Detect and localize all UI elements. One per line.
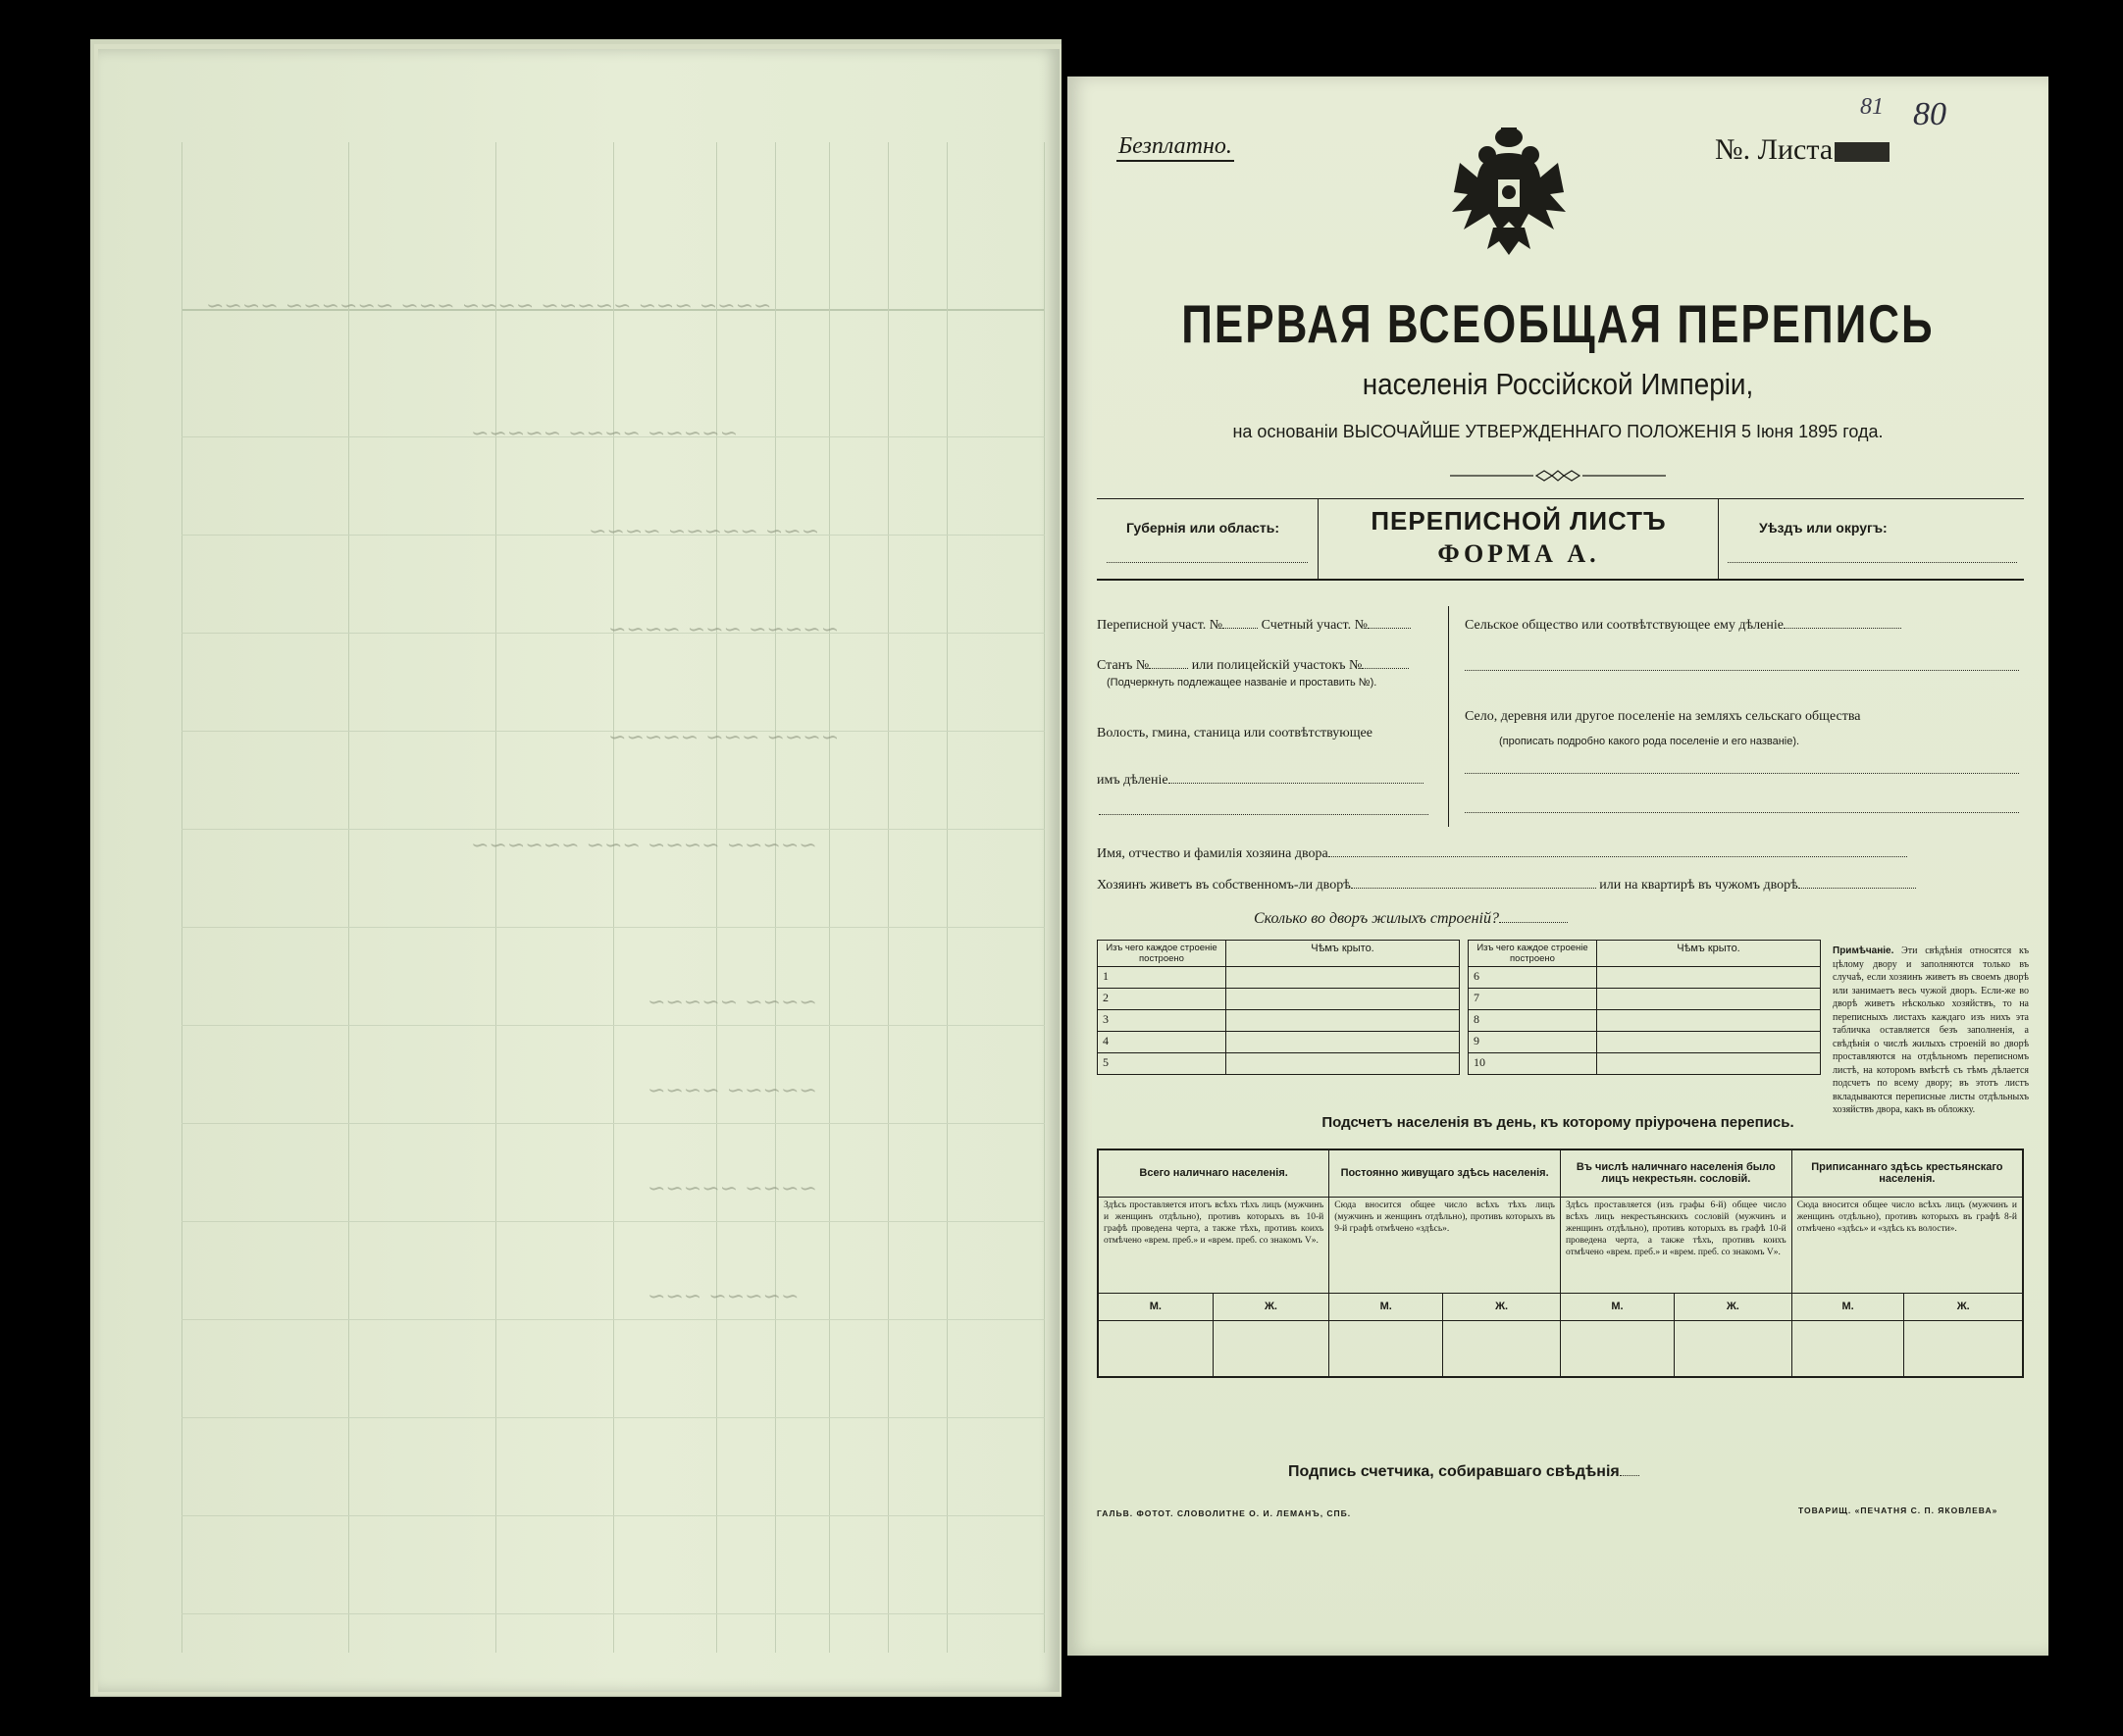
building-row-number[interactable]: 1 — [1098, 967, 1226, 989]
free-of-charge-label: Безплатно. — [1116, 133, 1234, 162]
building-row-number[interactable]: 6 — [1469, 967, 1597, 989]
stan-label: Станъ № — [1097, 658, 1150, 673]
enumerator-signature-field[interactable] — [1288, 1463, 1639, 1481]
province-field[interactable] — [1107, 562, 1308, 563]
female-header: Ж. — [1674, 1293, 1791, 1320]
stan-field[interactable] — [1097, 656, 1409, 674]
building-row-number[interactable]: 4 — [1098, 1032, 1226, 1053]
building-row-number[interactable]: 7 — [1469, 989, 1597, 1010]
count-cell[interactable] — [1329, 1320, 1443, 1377]
rural-society-field-continuation[interactable] — [1465, 670, 2019, 671]
count-instruction: Здѣсь проставляется (изъ графы 6-й) общее число всѣхъ лицъ некрестьянскихъ сословій (мужчинъ и женщинъ отдѣльно), противъ которыхъ въ графѣ 10-й проведена черта, а также тѣхъ, противъ коихъ отмѣчено «врем. преб.» и «врем. преб. со знакомъ V». — [1560, 1197, 1791, 1293]
village-note: (прописать подробно какого рода поселеніе и его названіе). — [1499, 736, 1800, 747]
form-a-heading: ФОРМА А. — [1437, 539, 1600, 568]
printer-imprint-left: ГАЛЬВ. ФОТОТ. СЛОВОЛИТНЕ О. И. ЛЕМАНЪ, СПБ. — [1097, 1508, 1352, 1518]
count-instruction: Здѣсь проставляется итогъ всѣхъ тѣхъ лицъ (мужчинъ и женщинъ отдѣльно), противъ которыхъ въ 10-й графѣ проведена черта, а также тѣхъ, противъ коихъ отмѣчено «врем. преб.» и «врем. преб. со знакомъ V». — [1098, 1197, 1329, 1293]
count-header-total: Всего наличнаго населенія. — [1098, 1149, 1329, 1197]
male-header: М. — [1329, 1293, 1443, 1320]
count-cell[interactable] — [1674, 1320, 1791, 1377]
form-basis-line: на основаніи ВЫСОЧАЙШЕ УТВЕРЖДЕННАГО ПОЛОЖЕНІЯ 5 Іюня 1895 года. — [1232, 422, 1884, 441]
district-field[interactable] — [1728, 562, 2017, 563]
roof-header: Чѣмъ крыто. — [1597, 941, 1821, 967]
buildings-question-label: Сколько во дворъ жилыхъ строеній? — [1254, 910, 1499, 927]
rural-society-label: Сельское общество или соотвѣтствующее ему дѣленіе — [1465, 618, 1784, 633]
village-field-continuation[interactable] — [1465, 812, 2019, 813]
count-cell[interactable] — [1791, 1320, 1904, 1377]
left-page — [98, 49, 1060, 1692]
note-title: Примѣчаніе. — [1833, 945, 1894, 956]
counting-district-label: Счетный участ. № — [1261, 618, 1368, 633]
sheet-number-redaction — [1835, 142, 1890, 162]
show-through-handwriting: ~~~ ~~~~~ ~~~~ — [589, 520, 820, 544]
building-row-number[interactable]: 3 — [1098, 1010, 1226, 1032]
building-row-number[interactable]: 8 — [1469, 1010, 1597, 1032]
building-roof-cell[interactable] — [1226, 1010, 1460, 1032]
show-through-handwriting: ~~~~~ ~~~ ~~~~ — [608, 618, 840, 642]
division-label: имъ дѣленіе — [1097, 773, 1168, 788]
roof-header: Чѣмъ крыто. — [1226, 941, 1460, 967]
handwritten-number: 80 — [1913, 96, 1946, 132]
population-count-table — [1097, 1149, 2024, 1378]
show-through-handwriting: ~~~~~ ~~~ — [647, 1285, 800, 1309]
building-roof-cell[interactable] — [1597, 1053, 1821, 1075]
building-row-number[interactable]: 5 — [1098, 1053, 1226, 1075]
underline-note: (Подчеркнуть подлежащее названіе и проставить №). — [1107, 677, 1377, 689]
show-through-handwriting: ~~~~ ~~~~~ — [647, 1177, 817, 1201]
show-through-handwriting: ~~~~~ ~~~~ — [647, 1079, 817, 1103]
sheet-number-label — [1715, 133, 1890, 167]
fields-column-divider — [1448, 606, 1449, 827]
owner-name-field[interactable] — [1097, 844, 1907, 862]
census-district-field[interactable] — [1097, 616, 1411, 634]
division-field-continuation[interactable] — [1099, 814, 1428, 815]
count-cell[interactable] — [1443, 1320, 1561, 1377]
count-cell[interactable] — [1904, 1320, 2023, 1377]
handwritten-number: 81 — [1860, 94, 1884, 120]
building-row-number[interactable]: 2 — [1098, 989, 1226, 1010]
police-district-label: или полицейскій участокъ № — [1191, 658, 1363, 673]
rural-society-field[interactable] — [1465, 616, 1901, 634]
buildings-table-left — [1097, 940, 1460, 1075]
female-header: Ж. — [1443, 1293, 1561, 1320]
building-roof-cell[interactable] — [1226, 989, 1460, 1010]
ornament-divider — [1450, 469, 1666, 487]
show-through-handwriting: ~~~~ ~~~~~ — [647, 991, 817, 1015]
female-header: Ж. — [1904, 1293, 2023, 1320]
building-row-number[interactable]: 10 — [1469, 1053, 1597, 1075]
count-cell[interactable] — [1213, 1320, 1329, 1377]
printer-imprint-right: ТОВАРИЩ. «ПЕЧАТНЯ С. П. ЯКОВЛЕВА» — [1798, 1506, 1998, 1515]
female-header: Ж. — [1213, 1293, 1329, 1320]
male-header: М. — [1560, 1293, 1674, 1320]
count-cell[interactable] — [1560, 1320, 1674, 1377]
show-through-handwriting: ~~~~ ~~~ ~~~~~ ~~~~ ~~~ ~~~~~~ ~~~~ — [206, 294, 772, 319]
building-roof-cell[interactable] — [1226, 967, 1460, 989]
buildings-note — [1833, 945, 2029, 1117]
show-through-handwriting: ~~~~~ ~~~~ ~~~ ~~~~~~ — [471, 834, 817, 858]
building-roof-cell[interactable] — [1597, 989, 1821, 1010]
district-label: Уѣздъ или округъ: — [1759, 520, 1888, 536]
count-instruction: Сюда вносится общее число всѣхъ тѣхъ лицъ (мужчинъ и женщинъ отдѣльно), противъ которыхъ въ 9-й графѣ отмѣчено «здѣсь». — [1329, 1197, 1561, 1293]
census-district-label: Переписной участ. № — [1097, 618, 1223, 633]
show-through-handwriting: ~~~~ ~~~ ~~~~~ — [608, 726, 840, 750]
volost-label: Волость, гмина, станица или соотвѣтствующее — [1097, 726, 1372, 740]
building-row-number[interactable]: 9 — [1469, 1032, 1597, 1053]
form-bar-top-rule — [1097, 498, 2024, 499]
count-header-permanent: Постоянно живущаго здѣсь населенія. — [1329, 1149, 1561, 1197]
building-roof-cell[interactable] — [1226, 1032, 1460, 1053]
material-header: Изъ чего каждое строеніе построено — [1098, 941, 1226, 967]
buildings-table-right — [1468, 940, 1821, 1075]
form-bar-bottom-rule — [1097, 579, 2024, 581]
building-roof-cell[interactable] — [1597, 1010, 1821, 1032]
building-roof-cell[interactable] — [1597, 967, 1821, 989]
show-through-handwriting: ~~~~~ ~~~~ ~~~~~ — [471, 422, 739, 446]
sheet-number-text: №. Листа — [1715, 133, 1834, 166]
population-count-title: Подсчетъ населенія въ день, къ которому пріурочена перепись. — [1321, 1114, 1794, 1131]
male-header: М. — [1098, 1293, 1213, 1320]
count-header-peasant: Приписаннаго здѣсь крестьянскаго населенія. — [1791, 1149, 2023, 1197]
census-form-page — [1067, 77, 2048, 1656]
form-title: ПЕРВАЯ ВСЕОБЩАЯ ПЕРЕПИСЬ — [1181, 294, 1935, 355]
material-header: Изъ чего каждое строеніе построено — [1469, 941, 1597, 967]
owner-own-yard-label: Хозяинъ живетъ въ собственномъ-ли дворѣ — [1097, 878, 1351, 893]
buildings-question[interactable] — [1254, 910, 1568, 928]
count-cell[interactable] — [1098, 1320, 1213, 1377]
village-label: Село, деревня или другое поселеніе на земляхъ сельскаго общества — [1465, 709, 1861, 724]
note-text: Эти свѣдѣнія относятся къ цѣлому двору и заполняются только въ случаѣ, если хозяинъ живетъ въ своемъ дворѣ или занимаетъ весь чужой дворъ. Если-же во дворѣ живетъ нѣсколько хозяйствъ, то на переписныхъ листахъ каждаго изъ нихъ эта табличка оставляется безъ заполненія, а свѣдѣнія о числѣ жилыхъ строеній во дворѣ проставляются на отдѣльномъ переписномъ листѣ, на которомъ вмѣстѣ съ тѣмъ дѣлается подсчетъ по всему двору; въ этотъ листъ вкладываются переписные листы отдѣльныхъ хозяйствъ двора, какъ въ обложку. — [1833, 945, 2029, 1115]
village-field[interactable] — [1465, 773, 2019, 774]
owner-other-yard-label: или на квартирѣ въ чужомъ дворѣ — [1599, 878, 1798, 893]
owner-name-label: Имя, отчество и фамилія хозяина двора — [1097, 846, 1328, 861]
building-roof-cell[interactable] — [1597, 1032, 1821, 1053]
province-label: Губернія или область: — [1126, 520, 1280, 536]
male-header: М. — [1791, 1293, 1904, 1320]
count-instruction: Сюда вносится общее число всѣхъ лицъ (мужчинъ и женщинъ отдѣльно), противъ которыхъ въ графѣ 8-й отмѣчено «здѣсь» и «здѣсь къ волости». — [1791, 1197, 2023, 1293]
form-subtitle: населенія Россійской Имперіи, — [1362, 367, 1754, 401]
division-field[interactable] — [1097, 771, 1424, 789]
count-header-non-peasant: Въ числѣ наличнаго населенія было лицъ некрестьян. сословій. — [1560, 1149, 1791, 1197]
show-through-grid — [181, 142, 1045, 1653]
signature-label: Подпись счетчика, собиравшаго свѣдѣнія — [1288, 1463, 1620, 1480]
census-sheet-heading: ПЕРЕПИСНОЙ ЛИСТЪ — [1371, 506, 1667, 536]
owner-residence-field[interactable] — [1097, 876, 1916, 894]
double-headed-eagle-emblem — [1450, 124, 1568, 261]
building-roof-cell[interactable] — [1226, 1053, 1460, 1075]
